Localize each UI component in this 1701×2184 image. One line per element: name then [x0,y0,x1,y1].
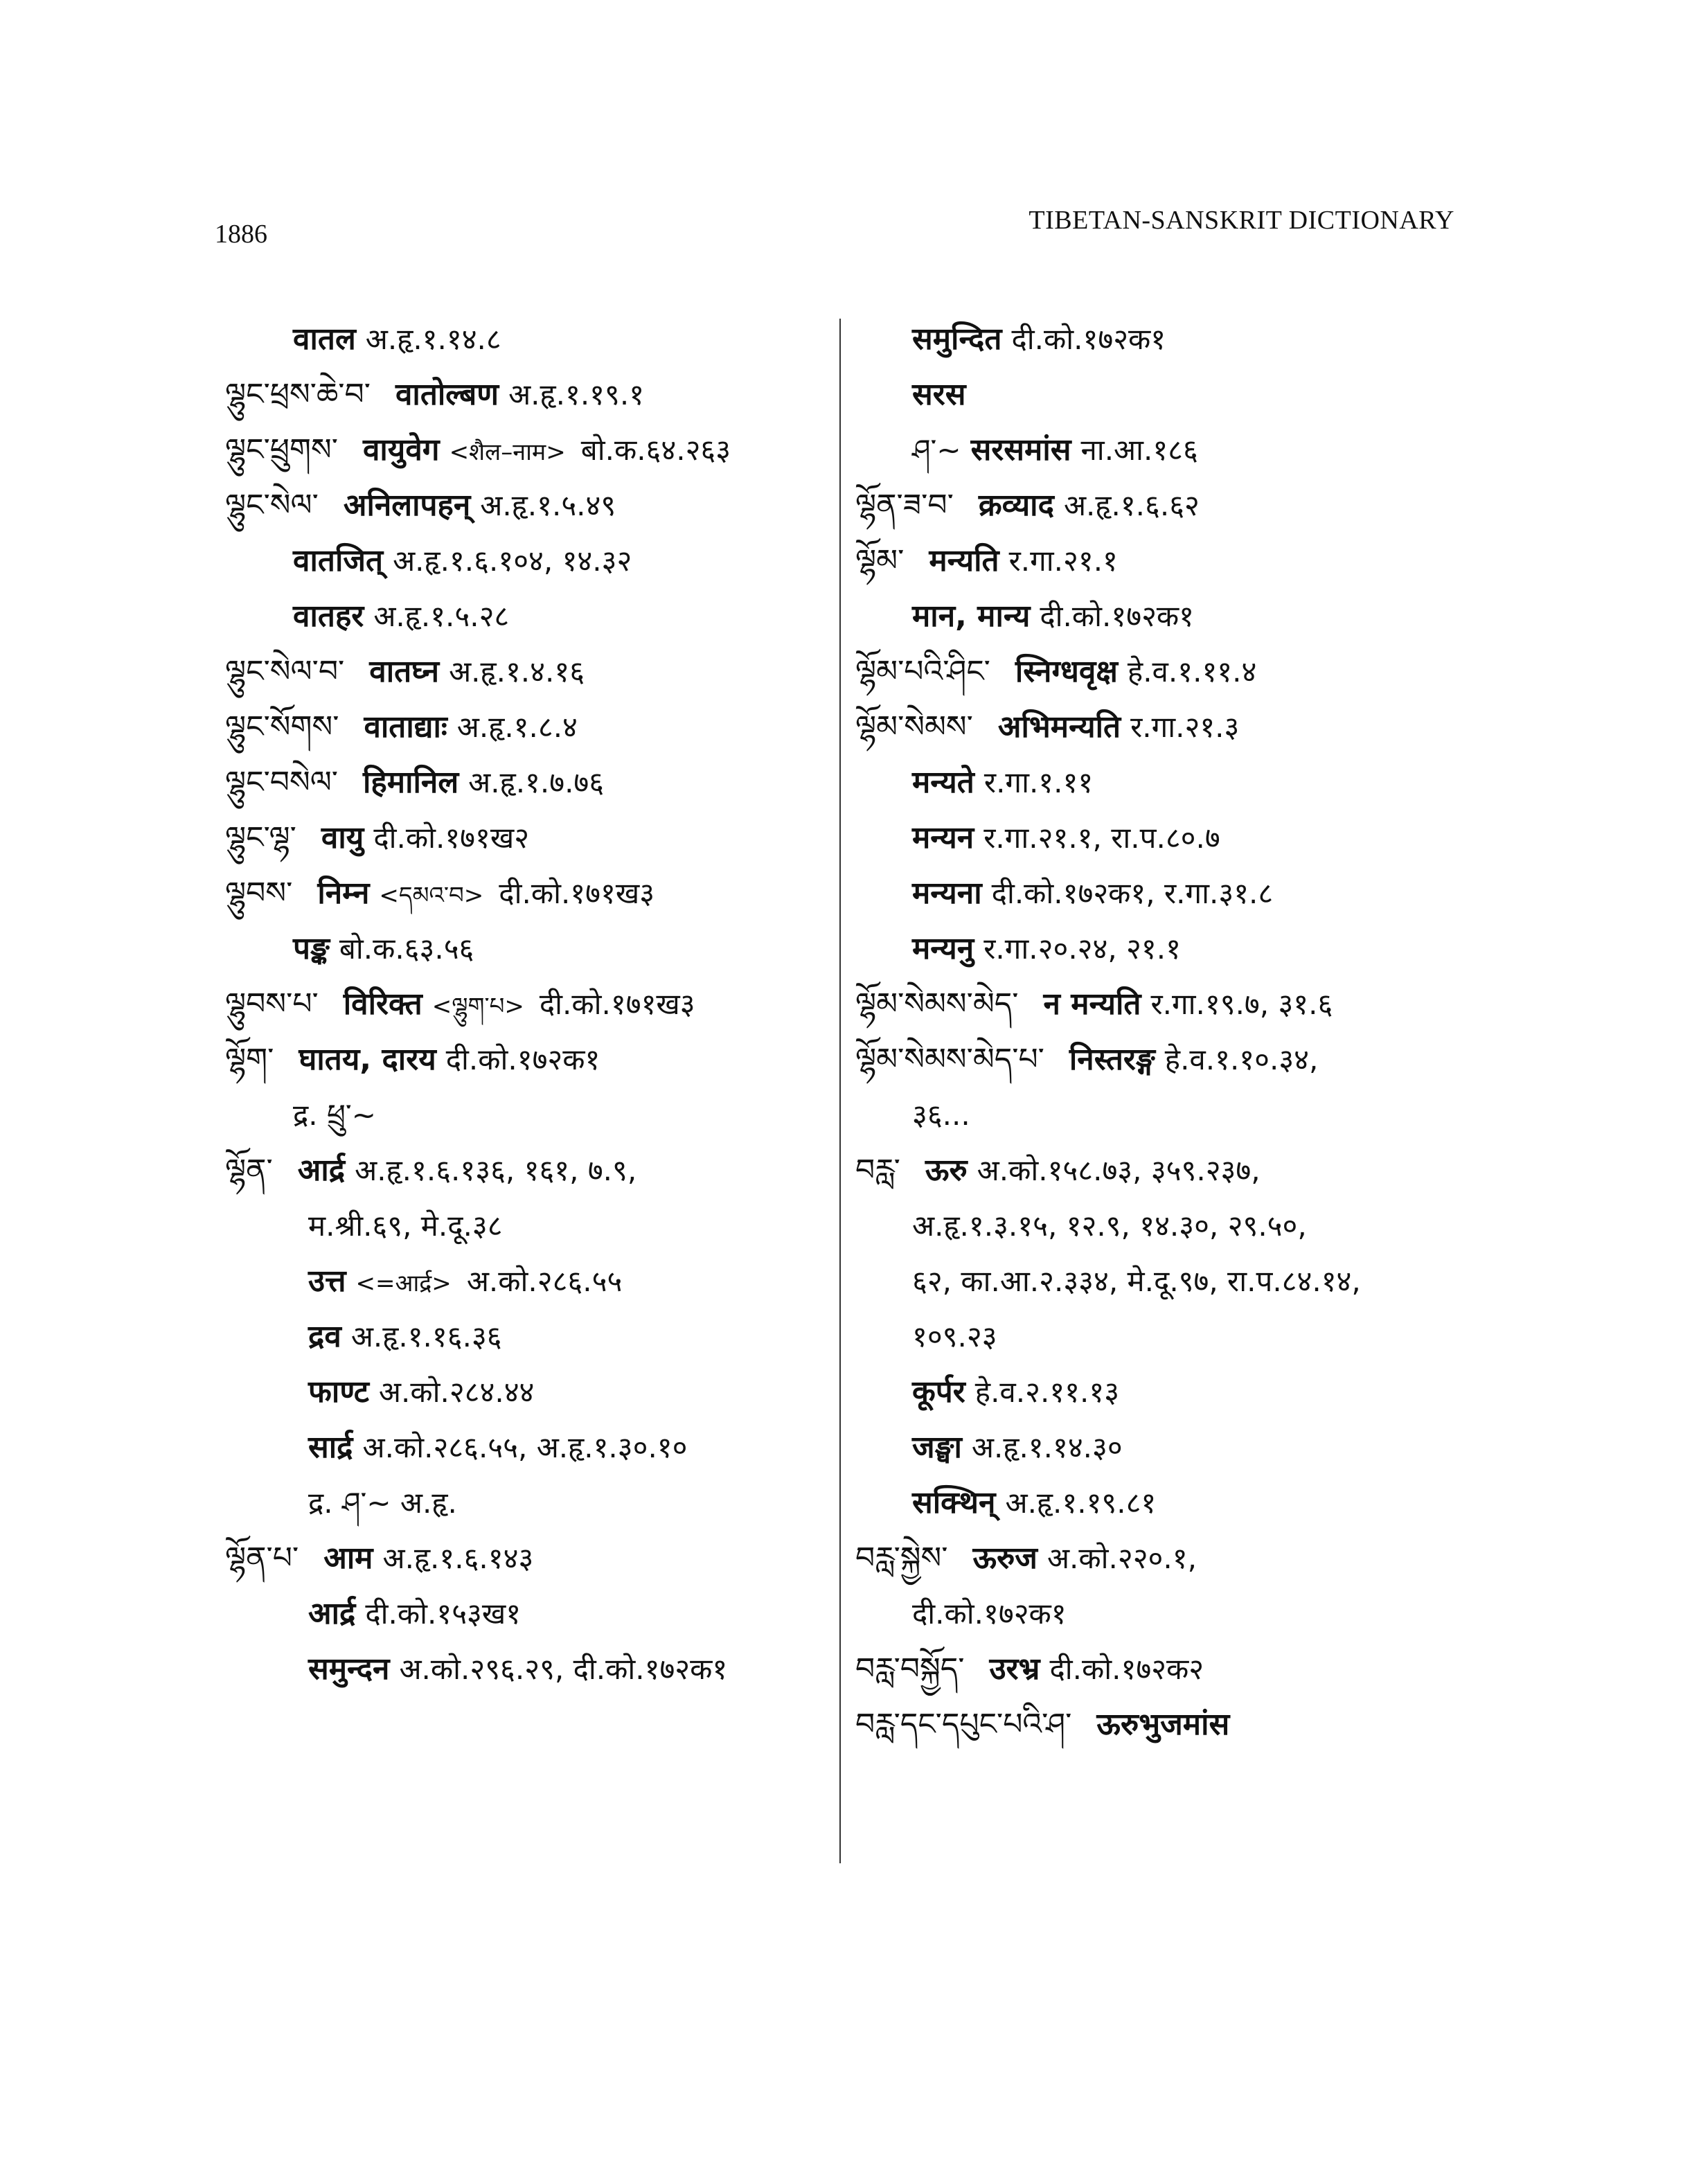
sanskrit-equivalent: समुन्दन [308,1651,390,1687]
gloss-note: <=आर्द्र> [355,1270,452,1297]
tibetan-headword: ལྷོམ་སེམས་མེད་ [855,986,1019,1022]
dictionary-entry [225,367,831,423]
sanskrit-equivalent: वातोल्बण [395,377,499,412]
dictionary-entry [855,755,1479,810]
dictionary-entry [225,921,831,977]
source-reference: अ.हृ.१.५.४९ [480,488,616,522]
dictionary-entry [225,1032,831,1087]
source-reference: अ.हृ.१.८.४ [456,710,578,744]
dictionary-entry [855,1642,1479,1697]
source-reference: ना.आ.१८६ [1080,433,1198,467]
tibetan-headword: ལྷུང་བསེལ་ [225,765,339,800]
dictionary-entry [855,977,1479,1032]
sanskrit-equivalent: सक्थिन् [912,1485,996,1520]
source-reference: दी.को.१७२क१ [1011,322,1166,356]
dictionary-entry [855,533,1479,589]
sanskrit-equivalent: वातल [293,321,356,357]
source-reference: र.गा.२१.१ [1008,544,1118,578]
sanskrit-equivalent: वातजित् [293,543,384,578]
sanskrit-equivalent: उत्त [308,1263,346,1299]
tibetan-headword: ལྷུང་སེལ་བ་ [225,654,345,689]
source-reference: दी.को.१७१ख३ [539,987,695,1021]
dictionary-entry [855,1365,1479,1420]
dictionary-entry [225,1087,831,1143]
source-reference: र.गा.२१.३ [1130,710,1240,744]
source-reference: ६२, का.आ.२.३३४, मे.दू.९७, रा.प.८४.१४, [912,1264,1361,1298]
sanskrit-equivalent: आर्द्र [297,1153,346,1188]
sanskrit-equivalent: वायु [321,820,364,855]
tibetan-headword: ལྷུང་སོགས་ [225,709,339,745]
dictionary-entry [225,1531,831,1586]
dictionary-entry [225,533,831,589]
dictionary-entry [855,1198,1479,1254]
source-reference: ३६... [912,1098,970,1132]
sanskrit-equivalent: सरस [912,377,966,412]
source-reference: अ.हृ.१.६.१०४, १४.३२ [393,544,632,578]
page-header [215,205,1454,247]
sanskrit-equivalent: उरभ्र [989,1651,1040,1687]
sanskrit-equivalent: मन्यन [912,820,974,855]
source-reference: अ.को.१५८.७३, ३५९.२३७, [977,1153,1261,1187]
source-reference: बो.क.६४.२६३ [580,433,731,467]
source-reference: हे.व.१.११.४ [1127,655,1257,689]
source-reference: अ.हृ.१.६.१३६, १६१, ७.९, [355,1153,637,1187]
tibetan-headword: ལྷུང་ཕྲས་ཆེ་བ་ [225,377,371,412]
sanskrit-equivalent: समुन्दित [912,321,1002,357]
column-divider [839,319,841,1863]
dictionary-entry [855,1032,1479,1087]
source-reference: दी.को.१७२क१ [912,1597,1067,1631]
right-column [855,312,1479,1752]
gloss-note: <शैल–नाम> [449,438,566,466]
dictionary-entry [855,1143,1479,1198]
sanskrit-equivalent: सरसमांस [970,432,1071,468]
sanskrit-equivalent: अनिलापहन् [343,488,471,523]
dictionary-entry [225,1365,831,1420]
source-reference: म.श्री.६९, मे.दू.३८ [308,1209,503,1243]
dictionary-entry [225,700,831,755]
sanskrit-equivalent: आम [323,1541,373,1576]
source-reference: हे.व.१.१०.३४, [1164,1042,1319,1076]
dictionary-entry [225,644,831,700]
source-reference: अ.हृ.१.१६.३६ [350,1320,502,1353]
dictionary-entry [225,1475,831,1531]
sanskrit-equivalent: न मन्यति [1043,986,1141,1022]
sanskrit-equivalent: क्रव्याद [978,488,1054,523]
sanskrit-equivalent: मान, मान्य [912,598,1031,634]
dictionary-entry [855,1475,1479,1531]
source-reference: दी.को.१७२क१ [1040,599,1195,633]
dictionary-entry [855,1087,1479,1143]
dictionary-entry [855,589,1479,644]
dictionary-entry [225,1254,831,1309]
source-reference: र.गा.१.११ [983,765,1094,799]
sanskrit-equivalent: आर्द्र [308,1596,356,1631]
sanskrit-equivalent: स्निग्धवृक्ष [1015,654,1118,689]
dictionary-entry [225,312,831,367]
left-column [225,312,831,1697]
source-reference: बो.क.६३.५६ [339,932,474,966]
tibetan-headword: ལྷོག་ [225,1042,274,1077]
dictionary-entry [225,1586,831,1642]
dictionary-entry [855,312,1479,367]
tibetan-headword: བརླ་བསྐྱོད་ [855,1651,965,1687]
dictionary-entry [225,977,831,1032]
sanskrit-equivalent: कूर्पर [912,1374,965,1410]
source-reference: अ.को.२९६.२९, दी.को.१७२क१ [399,1652,728,1686]
sanskrit-equivalent: फाण्ट [308,1374,369,1410]
dictionary-entry [225,1198,831,1254]
dictionary-entry [225,1642,831,1697]
tibetan-headword: བརླ་ [855,1153,900,1188]
tibetan-headword: ལྷོམ་སེམས་ [855,709,973,745]
tibetan-headword: ལྷོན་ཟ་བ་ [855,488,954,523]
dictionary-entry [225,1420,831,1475]
tibetan-headword: ལྷུང་ཕྲུགས་ [225,432,338,468]
dictionary-entry [855,1420,1479,1475]
sanskrit-equivalent: अभिमन्यति [997,709,1121,745]
source-reference: १०९.२३ [912,1320,997,1353]
tibetan-headword: ལྷོམ་པའི་ཤིང་ [855,654,990,689]
sanskrit-equivalent: जङ्घा [912,1430,962,1465]
sanskrit-equivalent: ऊरु [925,1153,968,1188]
source-reference: दी.को.१७२क१ [445,1042,600,1076]
source-reference: अ.हृ.१.४.१६ [449,655,585,689]
dictionary-entry [855,644,1479,700]
tibetan-headword: ལྷུབས་ [225,876,293,911]
dictionary-entry [225,589,831,644]
dictionary-entry [225,423,831,478]
source-reference: हे.व.२.११.१३ [974,1375,1120,1409]
source-reference: अ.हृ.१.७.७६ [468,765,605,799]
gloss-note: <ལྷུག་པ> [431,993,524,1020]
dictionary-entry [855,423,1479,478]
tibetan-headword: ལྷུང་སེལ་ [225,488,319,523]
sanskrit-equivalent: वातहर [293,598,364,634]
source-reference: अ.हृ.१.३.१५, १२.९, १४.३०, २९.५०, [912,1209,1307,1243]
source-reference: अ.हृ.१.५.२८ [373,599,510,633]
sanskrit-equivalent: सार्द्र [308,1430,353,1465]
sanskrit-equivalent: वाताद्याः [364,709,447,745]
dictionary-entry [855,1531,1479,1586]
dictionary-entry [855,367,1479,423]
source-reference: र.गा.१९.७, ३१.६ [1150,987,1333,1021]
tibetan-headword: ལྷོམ་ [855,543,905,578]
sanskrit-equivalent: हिमानिल [363,765,459,800]
running-title: TIBETAN-SANSKRIT DICTIONARY [1028,206,1454,235]
sanskrit-equivalent: निस्तरङ्ग [1069,1042,1155,1077]
tibetan-headword: ལྷོན་ [225,1153,273,1188]
tibetan-headword: ལྷོམ་སེམས་མེད་པ་ [855,1042,1044,1077]
source-reference: दी.को.१७१ख२ [373,821,530,855]
dictionary-entry [855,866,1479,921]
tibetan-headword: ལྷུང་ལྷ་ [225,820,296,855]
source-reference: अ.हृ.१.१९.१ [508,378,645,411]
prefix-marker: ཤ་~ [912,433,961,467]
source-reference: अ.को.२२०.१, [1047,1541,1197,1575]
source-reference: र.गा.२१.१, रा.प.८०.७ [983,821,1220,855]
dictionary-entry [225,755,831,810]
source-reference: द्र. ཤ་~ अ.हृ. [308,1486,457,1520]
source-reference: दी.को.१७२क२ [1049,1652,1204,1686]
source-reference: र.गा.२०.२४, २१.१ [983,932,1181,966]
sanskrit-equivalent: ऊरुभुजमांस [1096,1707,1230,1742]
dictionary-entry [225,866,831,921]
source-reference: अ.हृ.१.६.१४३ [382,1541,534,1575]
sanskrit-equivalent: ऊरुज [972,1541,1037,1576]
source-reference: अ.हृ.१.१४.३० [971,1430,1123,1464]
source-reference: अ.को.२८६.५५ [466,1264,623,1298]
source-reference: द्र. ཕྲུ་~ [293,1098,376,1132]
sanskrit-equivalent: मन्यते [912,765,974,800]
sanskrit-equivalent: विरिक्त [343,986,422,1022]
dictionary-entry [225,1143,831,1198]
source-reference: दी.को.१७१ख३ [499,876,655,910]
tibetan-headword: བརླ་དང་དཔུང་པའི་ཤ་ [855,1707,1072,1742]
sanskrit-equivalent: वायुवेग [362,432,440,468]
source-reference: अ.हृ.१.१९.८१ [1005,1486,1157,1520]
gloss-note: <དམའ་བ> [379,882,484,909]
sanskrit-equivalent: घातय, दारय [299,1042,436,1077]
sanskrit-equivalent: मन्यति [929,543,999,578]
dictionary-entry [855,700,1479,755]
source-reference: अ.को.२८६.५५, अ.हृ.१.३०.१० [362,1430,688,1464]
dictionary-entry [225,810,831,866]
sanskrit-equivalent: पङ्क [293,931,330,966]
dictionary-entry [855,478,1479,533]
source-reference: दी.को.१७२क१, र.गा.३१.८ [991,876,1274,910]
dictionary-entry [855,810,1479,866]
sanskrit-equivalent: मन्यना [912,876,982,911]
sanskrit-equivalent: वातघ्न [369,654,440,689]
dictionary-entry [225,478,831,533]
source-reference: अ.हृ.१.६.६२ [1063,488,1200,522]
source-reference: अ.को.२८४.४४ [378,1375,535,1409]
page-number: 1886 [215,220,267,249]
sanskrit-equivalent: मन्यनु [912,931,974,966]
dictionary-entry [855,1697,1479,1752]
tibetan-headword: ལྷོན་པ་ [225,1541,299,1576]
dictionary-entry [855,1309,1479,1365]
sanskrit-equivalent: द्रव [308,1319,341,1354]
dictionary-entry [855,1586,1479,1642]
dictionary-entry [225,1309,831,1365]
source-reference: अ.हृ.१.१४.८ [365,322,501,356]
tibetan-headword: ལྷུབས་པ་ [225,986,319,1022]
tibetan-headword: བརླ་སྐྱེས་ [855,1541,948,1576]
sanskrit-equivalent: निम्न [317,876,370,911]
dictionary-entry [855,1254,1479,1309]
source-reference: दी.को.१५३ख१ [365,1597,522,1631]
dictionary-entry [855,921,1479,977]
